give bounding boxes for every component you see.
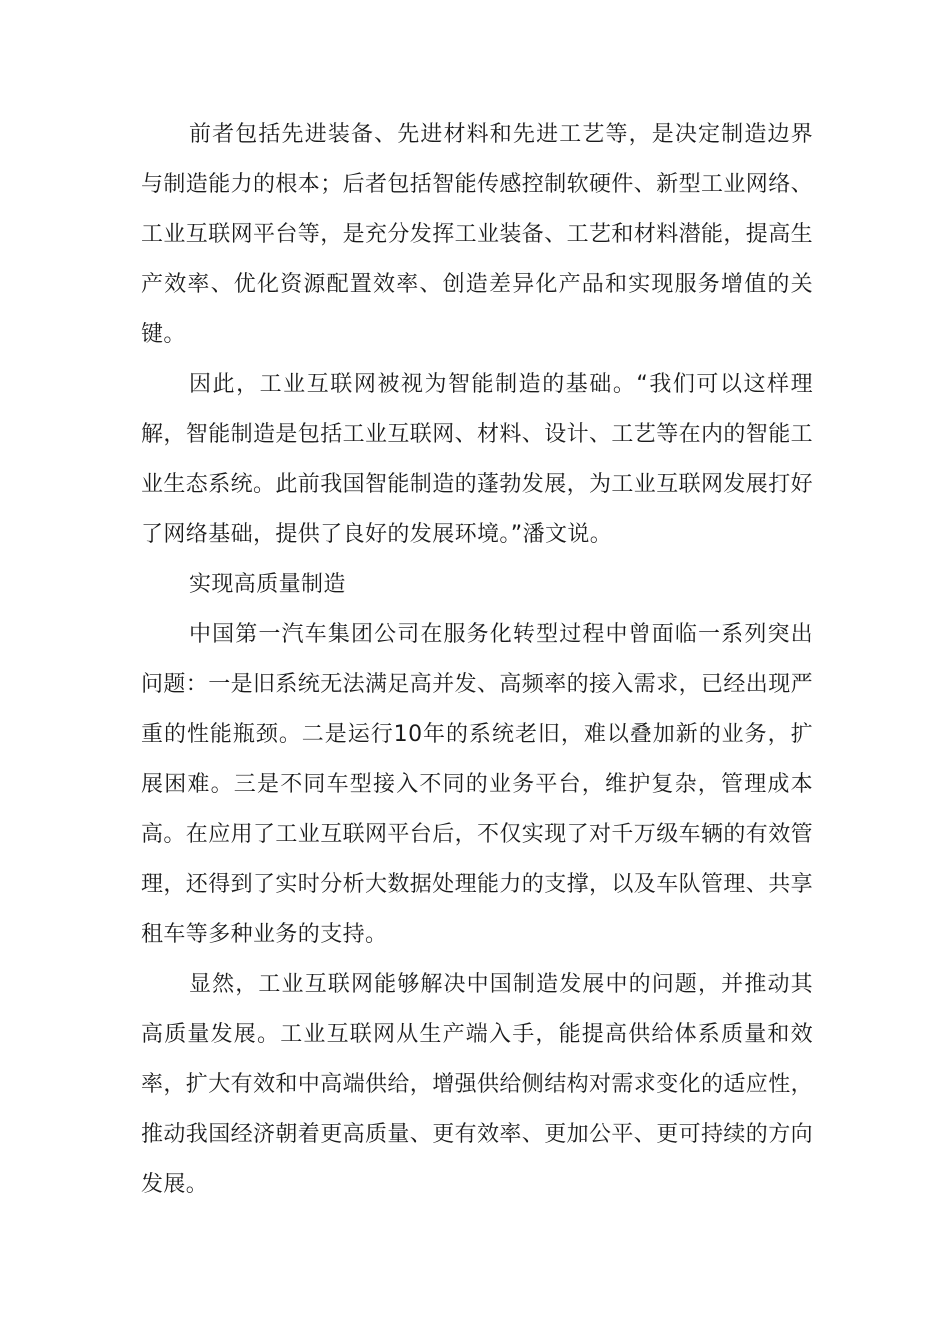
document-body: [141, 110, 813, 1210]
section-heading: 实现高质量制造: [189, 572, 346, 597]
paragraph: 中国第一汽车集团公司在服务化转型过程中曾面临一系列突出问题：一是旧系统无法满足高并发、高频率的接入需求，已经出现严重的性能瓶颈。二是运行10年的系统老旧，难以叠加新的业务，扩展困难。三是不同车型接入不同的业务平台，维护复杂，管理成本高。在应用了工业互联网平台后，不仅实现了对千万级车辆的有效管理，还得到了实时分析大数据处理能力的支撑，以及车队管理、共享租车等多种业务的支持。: [141, 622, 814, 947]
paragraph: 显然，工业互联网能够解决中国制造发展中的问题，并推动其高质量发展。工业互联网从生产端入手，能提高供给体系质量和效率，扩大有效和中高端供给，增强供给侧结构对需求变化的适应性，推动我国经济朝着更高质量、更有效率、更加公平、更可持续的方向发展。: [141, 972, 814, 1197]
paragraph: 因此，工业互联网被视为智能制造的基础。“我们可以这样理解，智能制造是包括工业互联网、材料、设计、工艺等在内的智能工业生态系统。此前我国智能制造的蓬勃发展，为工业互联网发展打好了网络基础，提供了良好的发展环境。”潘文说。: [141, 372, 814, 547]
paragraph: 前者包括先进装备、先进材料和先进工艺等，是决定制造边界与制造能力的根本；后者包括智能传感控制软硬件、新型工业网络、工业互联网平台等，是充分发挥工业装备、工艺和材料潜能，提高生产效率、优化资源配置效率、创造差异化产品和实现服务增值的关键。: [141, 122, 814, 347]
